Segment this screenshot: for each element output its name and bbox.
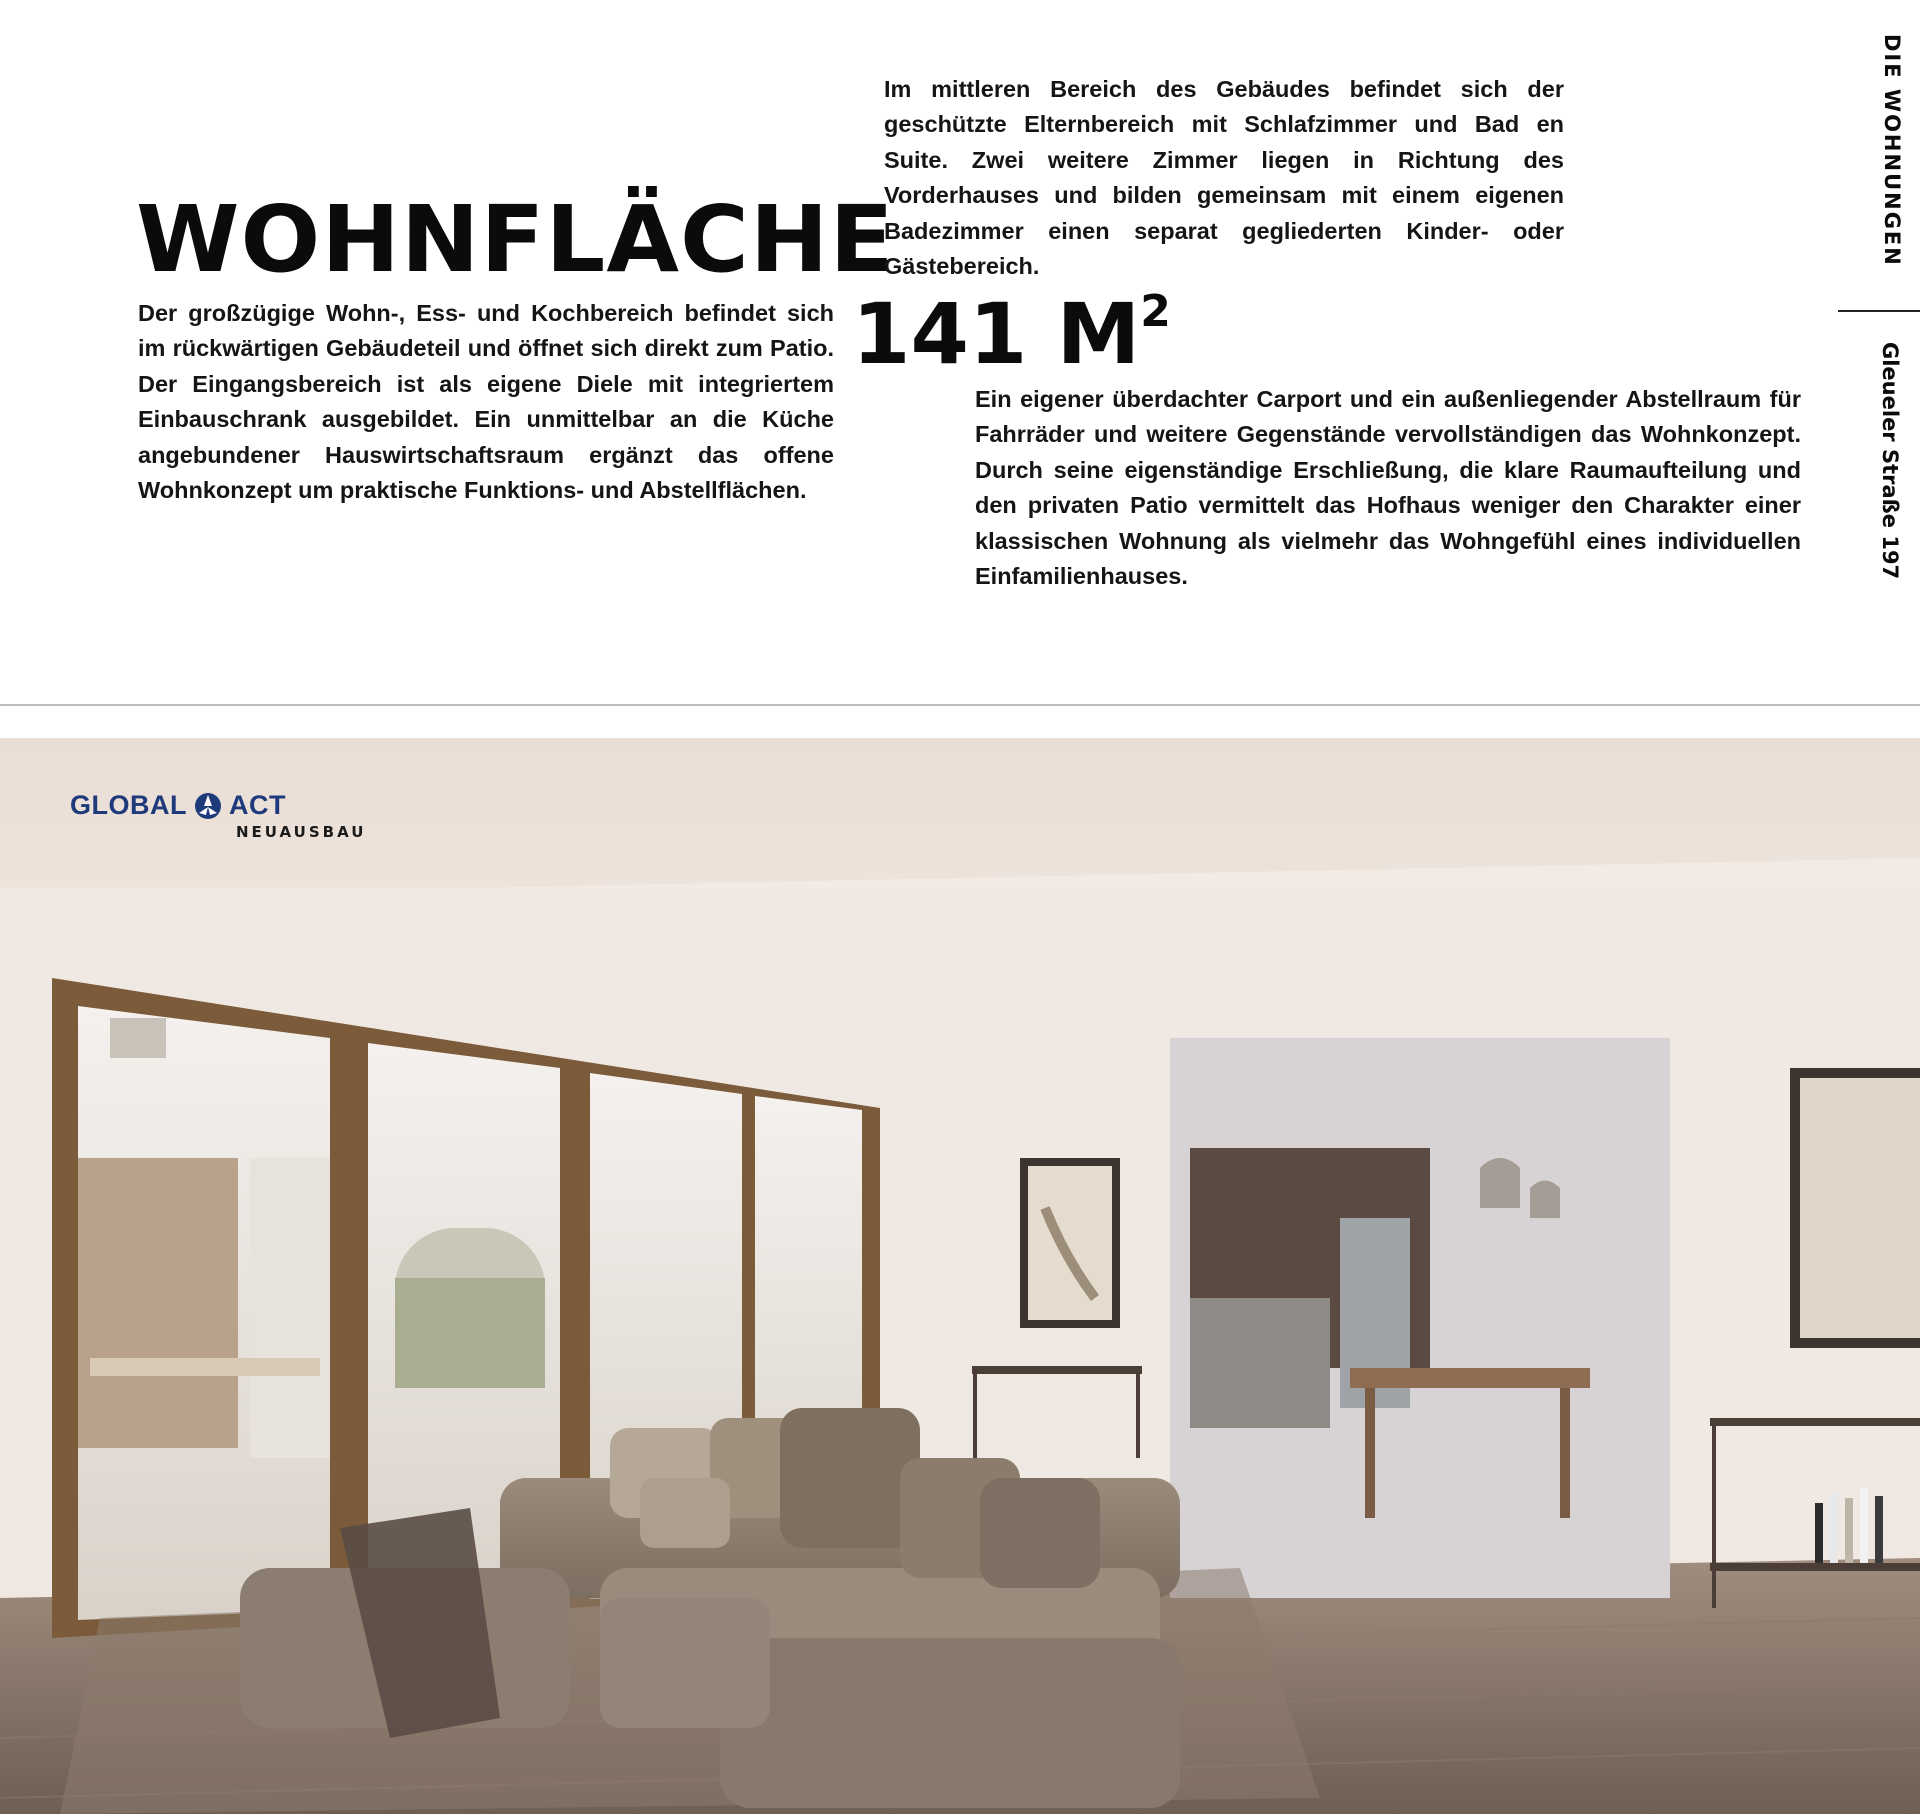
area-figure (852, 285, 1171, 383)
sidebar-divider (1838, 310, 1920, 312)
brand-logo-left: GLOBAL (70, 790, 187, 820)
area-unit-superscript: 2 (1140, 286, 1171, 337)
paragraph-carport: Ein eigener überdachter Carport und ein außenliegender Abstellraum für Fahrräder und weitere Gegenstände vervollständigen das Wohnkonzept. Durch seine eigenständige Erschließung, die klare Raumaufteilung und den privaten Patio vermittelt das Hofhaus weniger den Charakter einer klassischen Wohnung als vielmehr das Wohngefühl eines individuellen Einfamilienhauses. (975, 386, 1801, 590)
sidebar-address: Gleueler Straße 197 (1878, 342, 1902, 580)
brand-logo (70, 790, 366, 841)
interior-rendering (0, 738, 1920, 1814)
page-title: WOHNFLÄCHE (136, 186, 895, 293)
paragraph-living-area: Der großzügige Wohn-, Ess- und Kochbereich befindet sich im rückwärtigen Gebäudeteil und öffnet sich direkt zum Patio. Der Eingangsbereich ist als eigene Diele mit integriertem Einbauschrank ausgebildet. Ein unmittelbar an die Küche angebundener Hauswirtschaftsraum ergänzt das offene Wohnkonzept um praktische Funktions- und Abstellflächen. (138, 300, 834, 504)
brand-logo-right: ACT (229, 790, 286, 820)
section-divider (0, 704, 1920, 706)
triskelion-icon (193, 791, 223, 821)
sidebar-section-label (1880, 34, 1904, 267)
sidebar-section: DIE WOHNUNGEN (1880, 34, 1904, 267)
paragraph-parents-area: Im mittleren Bereich des Gebäudes befindet sich der geschützte Elternbereich mit Schlafzimmer und Bad en Suite. Zwei weitere Zimmer liegen in Richtung des Vorderhauses und bilden gemeinsam mit einem eigenen Badezimmer einen separat gegliederten Kinder- oder Gästebereich. (884, 76, 1564, 280)
brand-logo-subtitle: NEUAUSBAU (236, 823, 367, 841)
area-value: 141 M (852, 285, 1141, 383)
brand-logo-wordmark (70, 790, 366, 821)
interior-rendering-illustration (0, 738, 1920, 1814)
